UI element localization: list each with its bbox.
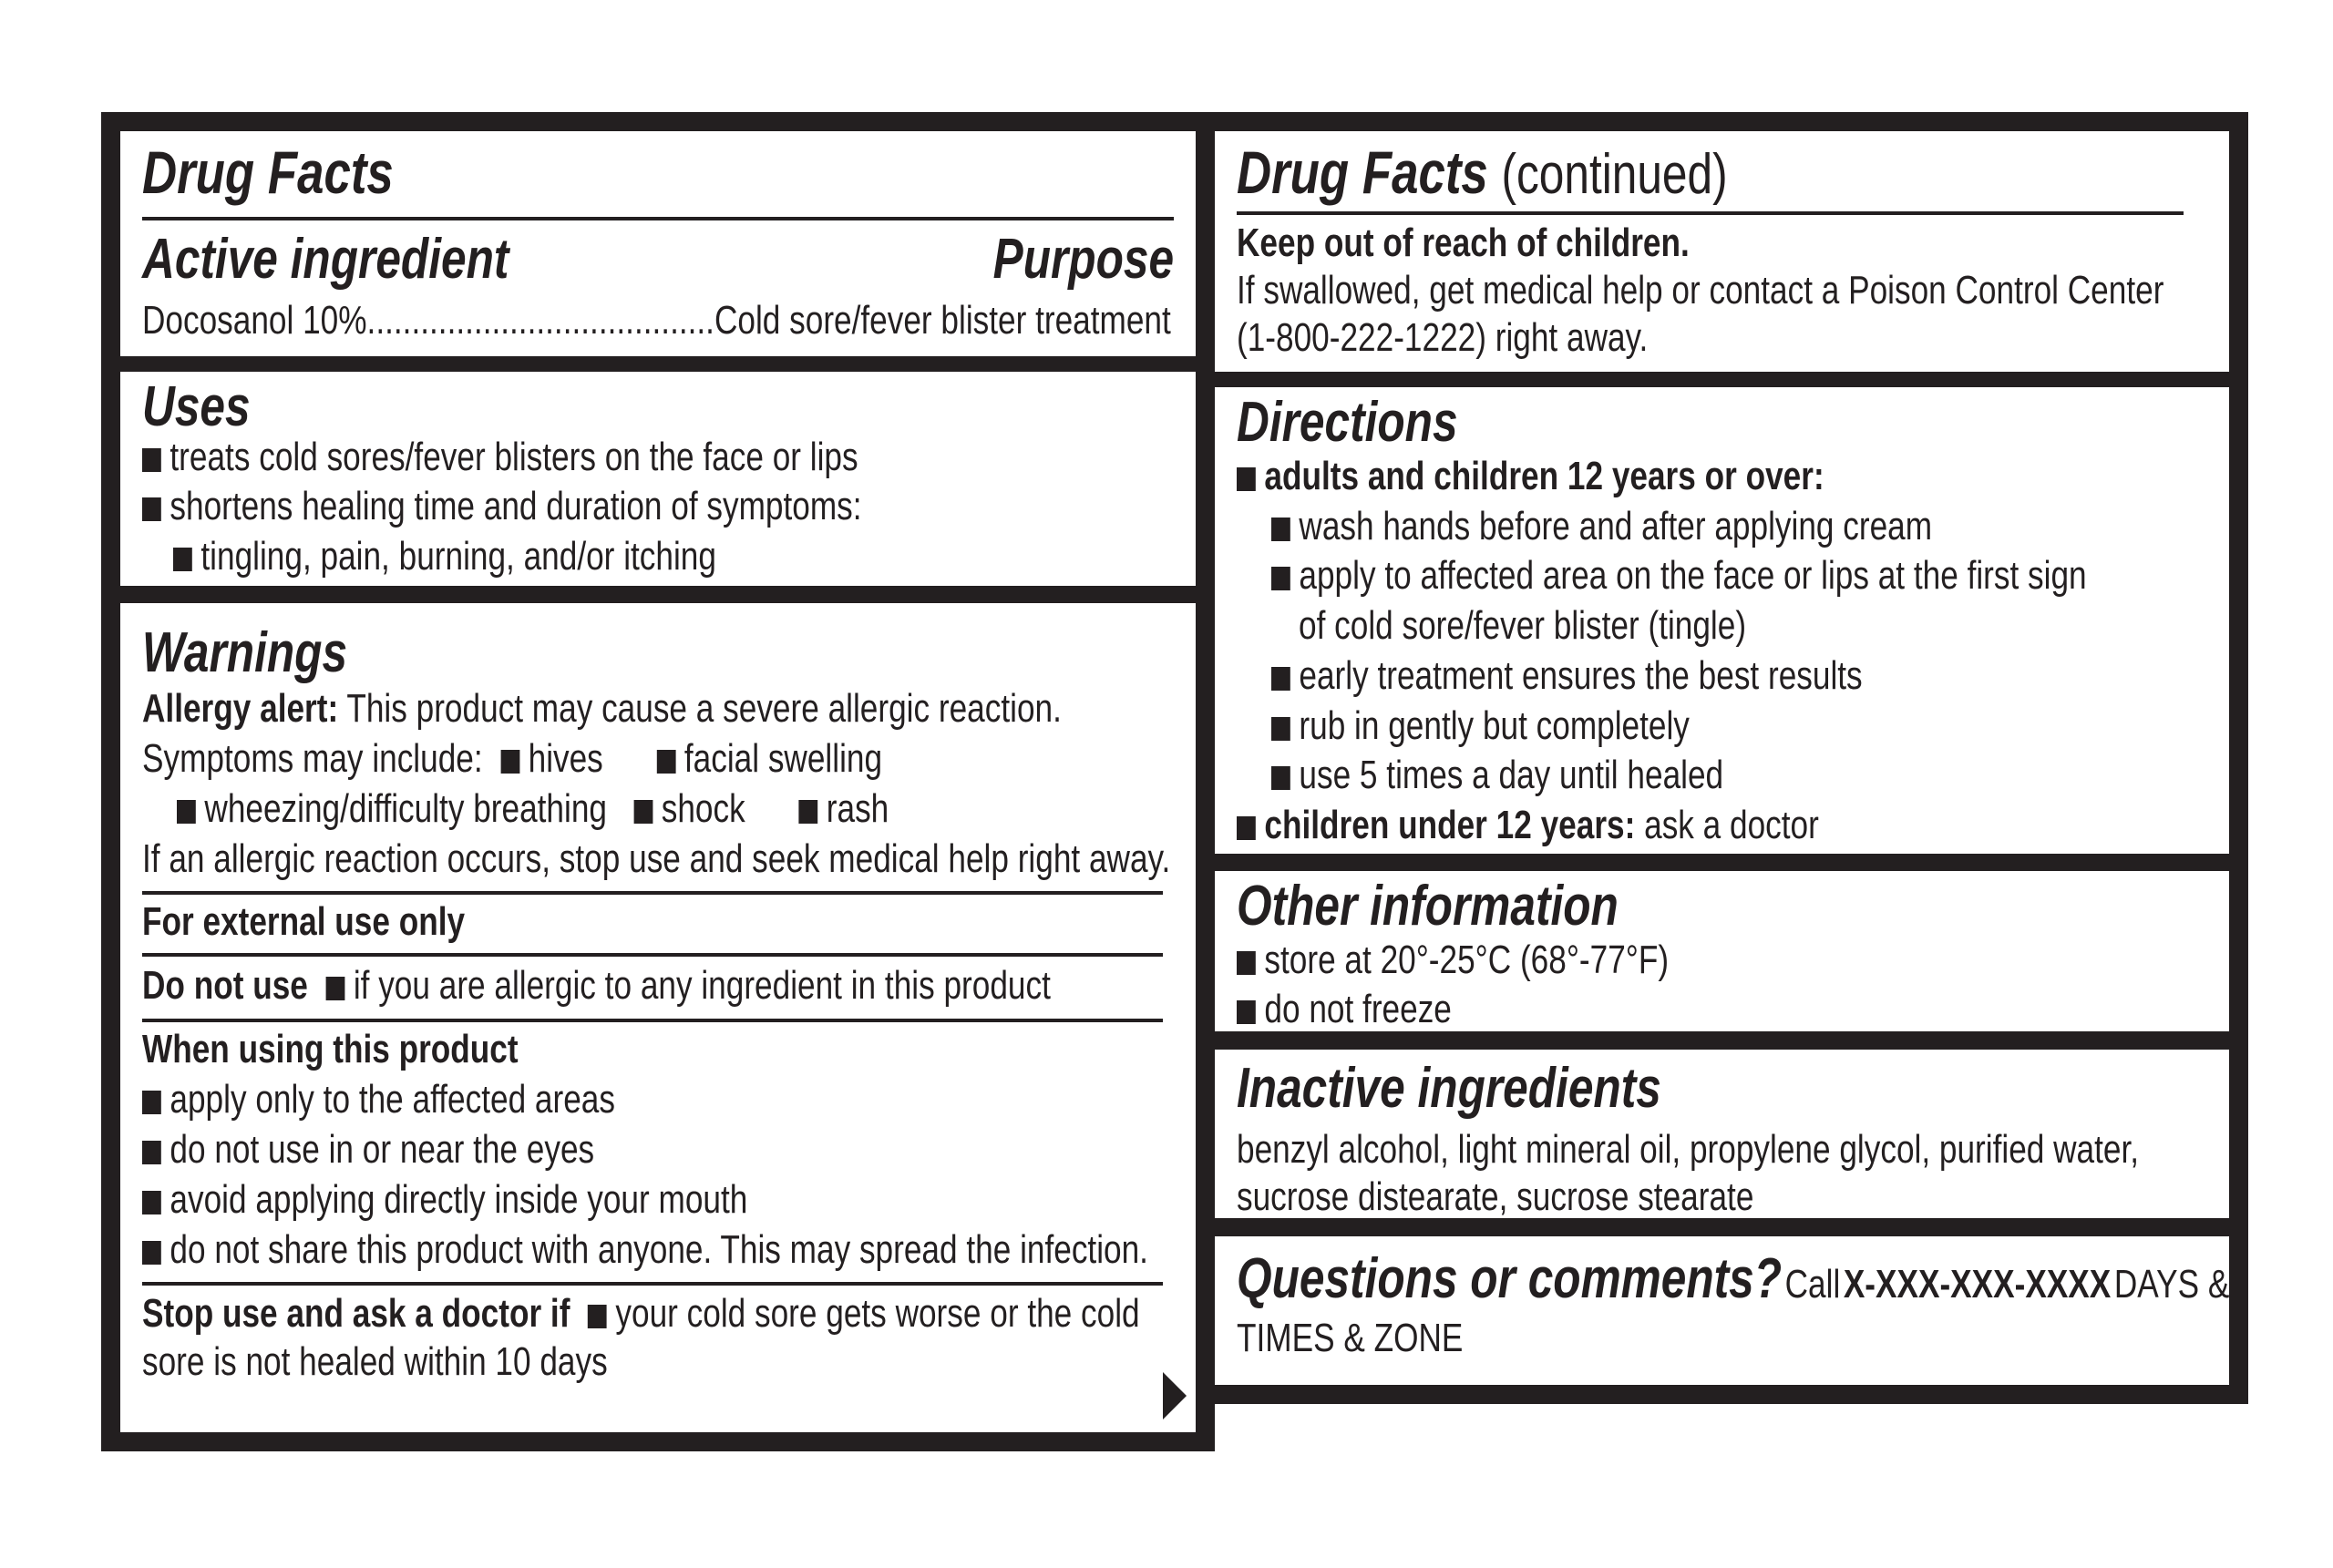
allergy-alert-line: Allergy alert: This product may cause a severe allergic reaction. [142, 686, 1062, 731]
uses-item: shortens healing time and duration of symptoms: [142, 487, 1042, 527]
stop-use-line-2: sore is not healed within 10 days [142, 1339, 608, 1384]
bullet-icon [142, 1141, 161, 1164]
stop-use-line: Stop use and ask a doctor if your cold sore gets worse or the cold [142, 1291, 1140, 1336]
directions-adults: adults and children 12 years or over: [1237, 456, 1971, 497]
bullet-icon [1237, 1000, 1256, 1024]
warnings-rule [142, 1019, 1163, 1022]
bullet-icon [656, 750, 675, 774]
warnings-rule [142, 1282, 1163, 1286]
bullet-icon [588, 1305, 607, 1328]
bullet-icon [1271, 766, 1290, 790]
bullet-icon [142, 448, 161, 472]
title-rule [1237, 211, 2184, 215]
bullet-icon [1237, 467, 1256, 491]
bullet-icon [798, 800, 817, 824]
warnings-rule [142, 891, 1163, 895]
directions-item-cont: of cold sore/fever blister (tingle) [1299, 603, 1747, 648]
directions-box [1215, 387, 2229, 854]
directions-item: wash hands before and after applying cream [1271, 507, 2097, 547]
other-information-item: do not freeze [1237, 989, 1506, 1030]
directions-item: rub in gently but completely [1271, 706, 1794, 746]
bullet-icon [1237, 816, 1256, 840]
questions-line: Questions or comments? Call X-XXX-XXX-XXXX DAYS & [1237, 1247, 2230, 1310]
symptoms-line-2: wheezing/difficulty breathing shock rash [177, 789, 1067, 829]
allergy-action-line: If an allergic reaction occurs, stop use and seek medical help right away. [142, 836, 1171, 881]
bullet-icon [1271, 667, 1290, 691]
continue-arrow-icon [1163, 1372, 1187, 1419]
other-information-box [1215, 871, 2229, 1031]
directions-children: children under 12 years: ask a doctor [1237, 805, 1965, 845]
directions-item: apply to affected area on the face or lips at the first sign [1271, 556, 2290, 596]
swallowed-line-2: (1-800-222-1222) right away. [1237, 315, 1649, 360]
external-use-line: For external use only [142, 899, 466, 944]
bullet-icon [142, 1091, 161, 1114]
title-rule [142, 217, 1174, 220]
bullet-icon [142, 497, 161, 521]
swallowed-line: If swallowed, get medical help or contact a Poison Control Center [1237, 268, 2164, 313]
directions-item: early treatment ensures the best results [1271, 656, 2010, 696]
directions-heading: Directions [1237, 391, 1458, 454]
bullet-icon [633, 800, 653, 824]
when-using-item: apply only to the affected areas [142, 1080, 734, 1120]
directions-item: use 5 times a day until healed [1271, 755, 1836, 795]
when-using-item: do not share this product with anyone. This may spread the infection. [142, 1230, 1400, 1270]
do-not-use-line: Do not use if you are allergic to any ingredient in this product [142, 963, 1051, 1008]
bullet-icon [142, 1241, 161, 1265]
bullet-icon [177, 800, 196, 824]
uses-heading: Uses [142, 375, 251, 438]
warnings-box [120, 603, 1196, 1432]
inactive-ingredients-line: benzyl alcohol, light mineral oil, propylene glycol, purified water, [1237, 1127, 2140, 1172]
keep-out-line: Keep out of reach of children. [1237, 220, 1690, 265]
uses-subitem: tingling, pain, burning, and/or itching [173, 537, 852, 577]
inactive-ingredients-heading: Inactive ingredients [1237, 1057, 1661, 1120]
uses-item: treats cold sores/fever blisters on the face or lips [142, 437, 1037, 477]
warnings-heading: Warnings [142, 621, 348, 684]
active-ingredient-line: Docosanol 10%.......................................Cold sore/fever blister treatment [142, 298, 1171, 343]
bullet-icon [500, 750, 519, 774]
active-ingredient-heading: Active ingredient [142, 228, 509, 291]
other-information-heading: Other information [1237, 875, 1619, 938]
warnings-rule [142, 953, 1163, 957]
bullet-icon [1271, 717, 1290, 741]
bullet-icon [1271, 567, 1290, 590]
when-using-item: do not use in or near the eyes [142, 1130, 707, 1170]
inactive-ingredients-line-2: sucrose distearate, sucrose stearate [1237, 1174, 1754, 1219]
questions-box [1215, 1236, 2229, 1385]
active-ingredient-box [120, 131, 1196, 356]
when-using-item: avoid applying directly inside your mouth [142, 1180, 899, 1220]
bullet-icon [142, 1191, 161, 1214]
drug-facts-title: Drug Facts [142, 138, 394, 206]
purpose-heading: Purpose [992, 228, 1174, 291]
drug-facts-continued-title: Drug Facts (continued) [1237, 138, 1728, 206]
bullet-icon [1237, 951, 1256, 975]
bullet-icon [173, 548, 192, 571]
bullet-icon [1271, 518, 1290, 541]
inactive-ingredients-box [1215, 1050, 2229, 1218]
questions-line-2: TIMES & ZONE [1237, 1316, 1464, 1360]
uses-box [120, 372, 1196, 586]
when-using-heading: When using this product [142, 1027, 519, 1071]
symptoms-line: Symptoms may include: hives facial swelling [142, 736, 883, 781]
keep-out-box [1215, 131, 2229, 372]
other-information-item: store at 20°-25°C (68°-77°F) [1237, 940, 1777, 980]
bullet-icon [325, 977, 344, 1000]
